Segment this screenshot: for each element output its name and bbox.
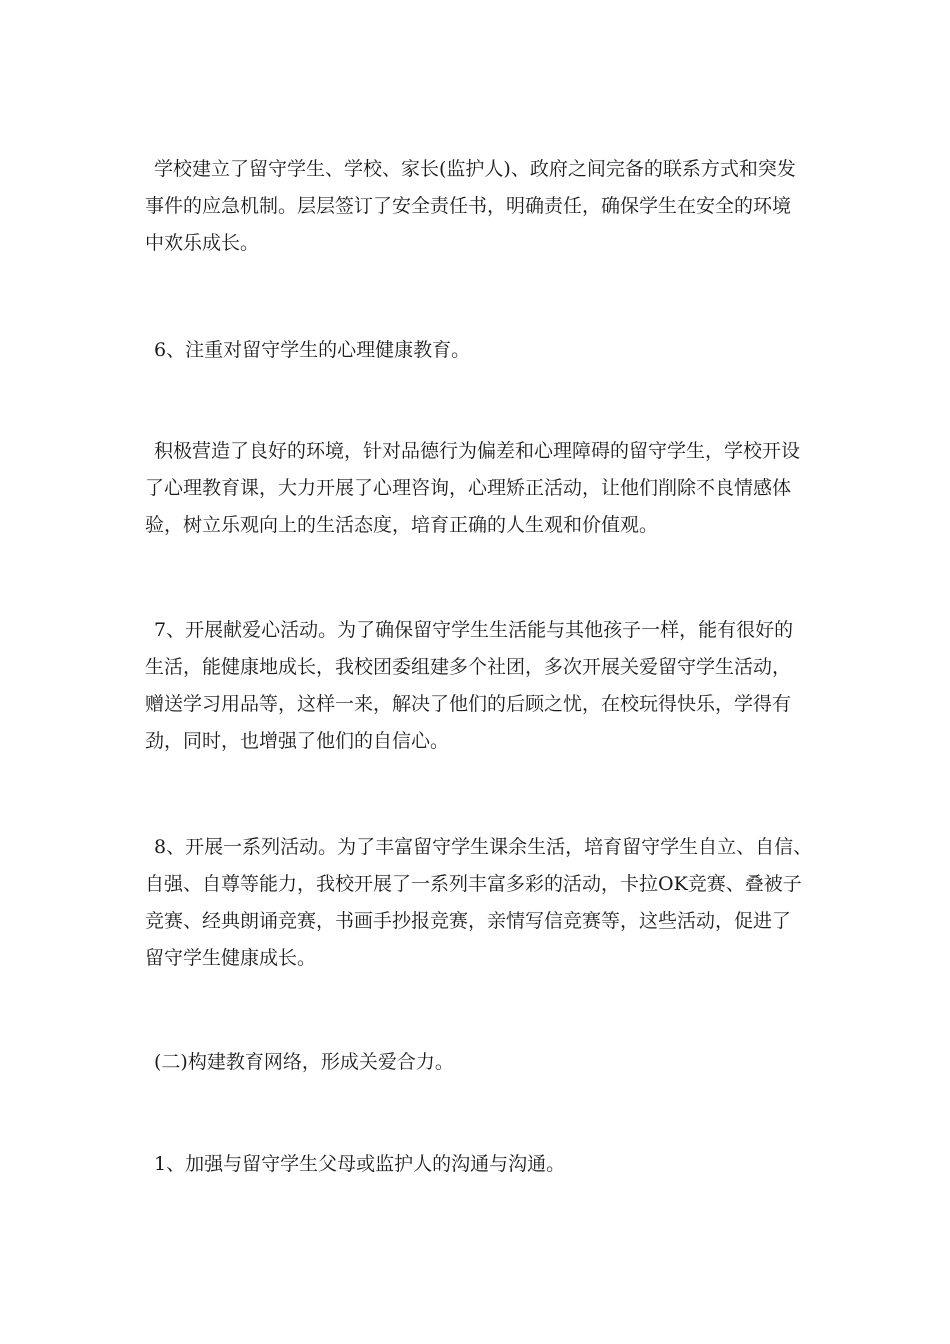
text-line: 生活，能健康地成长，我校团委组建多个社团，多次开展关爱留守学生活动， — [145, 656, 792, 678]
paragraph-psychological-education — [145, 433, 815, 544]
paragraph-series-activities — [145, 829, 815, 977]
text-line: 劲，同时，也增强了他们的自信心。 — [145, 730, 450, 752]
paragraph-charity-activities — [145, 612, 815, 760]
paragraph-contact-mechanism — [145, 151, 815, 262]
text-line: 事件的应急机制。层层签订了安全责任书，明确责任，确保学生在安全的环境 — [145, 195, 792, 217]
text-line: 了心理教育课，大力开展了心理咨询，心理矫正活动，让他们削除不良情感体 — [145, 477, 792, 499]
section-heading-1: 1、加强与留守学生父母或监护人的沟通与沟通。 — [154, 1153, 566, 1175]
text-line: 积极营造了良好的环境，针对品德行为偏差和心理障碍的留守学生，学校开设 — [154, 440, 801, 462]
text-line: 竞赛、经典朗诵竞赛，书画手抄报竞赛，亲情写信竞赛等，这些活动，促进了 — [145, 910, 792, 932]
text-line: 7、开展献爱心活动。为了确保留守学生生活能与其他孩子一样，能有很好的 — [154, 619, 794, 641]
section-heading-2: (二)构建教育网络，形成关爱合力。 — [154, 1051, 454, 1073]
text-line: 验，树立乐观向上的生活态度，培育正确的人生观和价值观。 — [145, 514, 659, 536]
text-line: 赠送学习用品等，这样一来，解决了他们的后顾之忧，在校玩得快乐，学得有 — [145, 693, 792, 715]
text-line: 8、开展一系列活动。为了丰富留守学生课余生活，培育留守学生自立、自信、 — [154, 836, 813, 858]
text-line: 留守学生健康成长。 — [145, 947, 317, 969]
section-heading-6: 6、注重对留守学生的心理健康教育。 — [154, 339, 471, 361]
text-line: 学校建立了留守学生、学校、家长(监护人)、政府之间完备的联系方式和突发 — [154, 158, 796, 180]
text-line: 自强、自尊等能力，我校开展了一系列丰富多彩的活动，卡拉OK竞赛、叠被子 — [145, 873, 802, 895]
text-line: 中欢乐成长。 — [145, 232, 260, 254]
